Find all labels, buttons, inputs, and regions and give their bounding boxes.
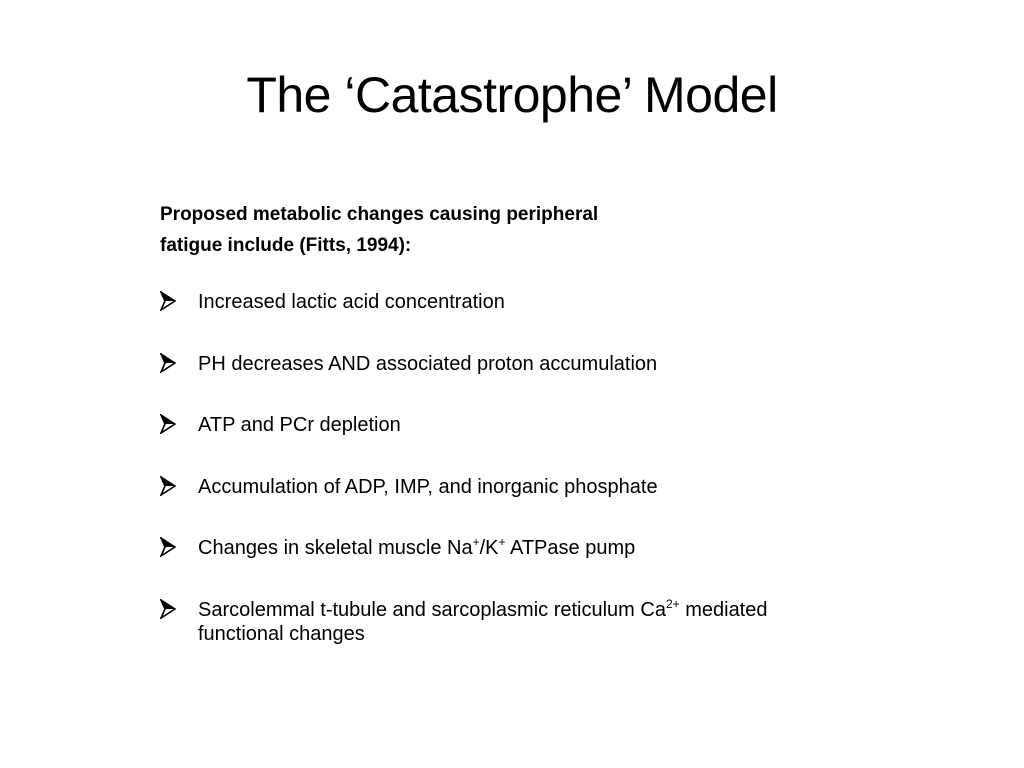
- bullet-item: [160, 352, 920, 414]
- bullet-item: [160, 413, 920, 475]
- arrow-bullet-icon: [160, 291, 178, 313]
- bullet-text: PH decreases AND associated proton accumulation: [198, 352, 658, 375]
- bullet-text-part: ATPase pump: [505, 537, 636, 559]
- arrow-bullet-icon: [160, 599, 178, 621]
- slide-title: The ‘Catastrophe’ Model: [246, 67, 778, 123]
- arrow-bullet-icon: [160, 414, 178, 436]
- bullet-text-part: /K: [479, 537, 499, 559]
- arrow-bullet-icon: [160, 476, 178, 498]
- bullet-text: ATP and PCr depletion: [198, 414, 401, 436]
- intro-text: [160, 199, 720, 261]
- bullet-item: [160, 290, 920, 352]
- superscript: +: [472, 535, 480, 549]
- bullet-text: [198, 596, 768, 645]
- arrow-bullet-icon: [160, 537, 178, 559]
- intro-line-1: Proposed metabolic changes causing peripheral: [160, 204, 599, 225]
- bullet-list: [160, 290, 920, 646]
- bullet-item: [160, 598, 920, 646]
- bullet-text: Accumulation of ADP, IMP, and inorganic phosphate: [198, 475, 658, 498]
- bullet-text: [198, 537, 635, 559]
- bullet-text-part: Changes in skeletal muscle Na: [198, 537, 473, 559]
- superscript: +: [498, 535, 506, 549]
- bullet-text-line-2: functional changes: [198, 622, 365, 645]
- bullet-item: [160, 536, 920, 598]
- bullet-item: [160, 475, 920, 537]
- bullet-text: Increased lactic acid concentration: [198, 291, 505, 313]
- bullet-text-part: Sarcolemmal t-tubule and sarcoplasmic reticulum Ca: [198, 598, 666, 621]
- superscript: 2+: [665, 596, 680, 611]
- arrow-bullet-icon: [160, 353, 178, 375]
- intro-line-2: fatigue include (Fitts, 1994):: [160, 235, 412, 256]
- bullet-text-part: mediated: [679, 598, 768, 621]
